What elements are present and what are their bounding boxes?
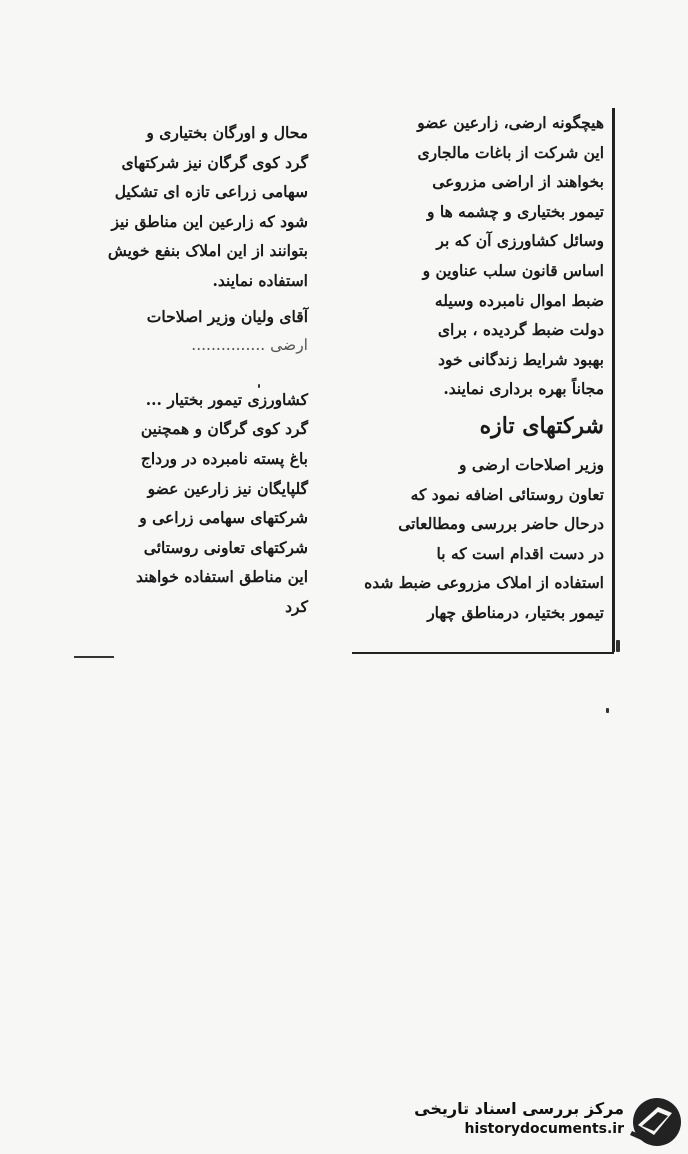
text-line: کشاورزی تیمور بختیار ... [145,389,308,409]
smudged-line: ارضی ............... [191,336,308,355]
watermark-url: historydocuments.ir [464,1121,624,1137]
text-line: وزیر اصلاحات ارضی و [459,454,604,474]
text-line: شود که زارعین این مناطق نیز [111,211,308,231]
text-line: تیمور بختیاری و چشمه ها و [427,201,604,221]
text-line: اساس قانون سلب عناوین و [422,260,604,280]
watermark [404,1095,686,1151]
text-line: دولت ضبط گردیده ، برای [437,320,604,340]
text-line: سهامی زراعی تازه ای تشکیل [114,182,308,202]
watermark-text [414,1099,624,1139]
byline: آقای ولیان وزیر اصلاحات [146,306,308,326]
text-line: ضبط اموال نامبرده وسیله [434,290,604,310]
text-line: وسائل کشاورزی آن که بر [436,231,604,251]
text-line: گرد کوی گرگان و همچنین [140,419,308,439]
text-line: گلپایگان نیز زارعین عضو [147,478,308,498]
text-line: هیچگونه ارضی، زارعین عضو [417,113,604,132]
archive-logo-icon [628,1095,682,1149]
column-gap [72,361,308,385]
text-line: باغ پسته نامبرده در ورداج [140,448,308,468]
text-line: گرد کوی گرگان نیز شرکتهای [121,152,308,172]
text-line: این شرکت از باغات مالجاری [417,142,604,162]
text-line: بتوانند از این املاک بنفع خویش [107,241,308,261]
text-line: مجاناً بهره برداری نمایند. [443,379,604,399]
text-line: تیمور بختیار، درمناطق چهار [427,602,604,622]
print-speck [616,640,620,652]
text-line: استفاده نمایند. [212,270,308,290]
end-dash [74,656,114,658]
text-line: کرد [285,596,308,616]
text-line: استفاده از املاک مزروعی ضبط شده [364,573,604,593]
text-line: در دست اقدام است که با [436,543,604,563]
watermark-title: مرکز بررسی اسناد تاریخی [414,1099,624,1118]
text-line: بهبود شرایط زندگانی خود [438,349,604,369]
text-line: درحال حاضر بررسی ومطالعاتی [398,514,604,534]
text-line: شرکتهای سهامی زراعی و [139,508,308,528]
column-rule-vertical [612,108,615,652]
article-right-column [352,108,604,628]
text-line: تعاون روستائی اضافه نمود که [410,484,604,504]
text-line: این مناطق استفاده خواهند [135,567,308,587]
column-rule-horizontal [352,652,614,654]
print-speck [606,708,609,713]
article-left-column [72,118,308,622]
text-line: بخواهند از اراضی مزروعی [432,172,604,192]
section-headline: شرکتهای تازه [479,412,604,439]
text-line: محال و اورگان بختیاری و [146,123,308,142]
text-line: شرکتهای تعاونی روستائی [143,537,308,557]
